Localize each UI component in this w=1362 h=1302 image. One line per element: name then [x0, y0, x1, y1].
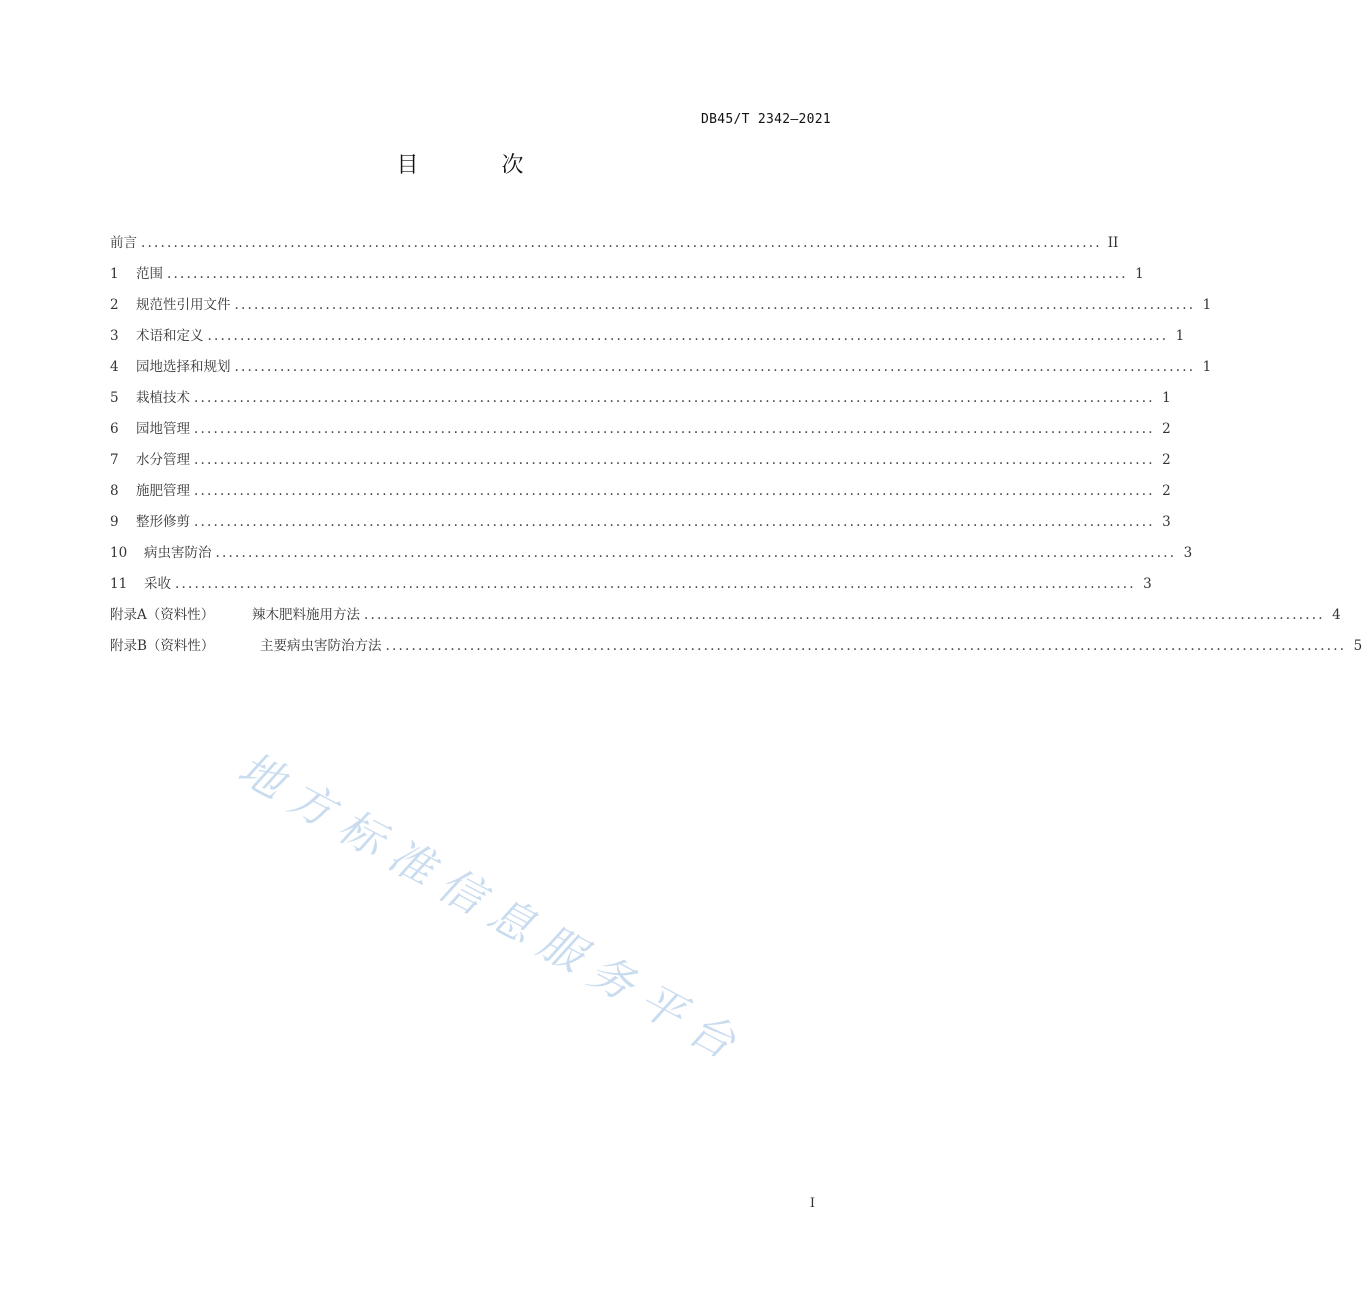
toc-leader-dots: .................................................................................................................................................... [207, 328, 1169, 344]
toc-leader-dots: .................................................................................................................................................... [194, 390, 1155, 406]
toc-leader-dots: .................................................................................................................................................... [194, 483, 1155, 499]
watermark-char: 地 [229, 742, 293, 809]
watermark-char: 准 [379, 829, 443, 896]
watermark-char: 务 [579, 945, 643, 1011]
toc-leader-dots: .................................................................................................................................................... [194, 452, 1155, 468]
toc-entry-page: 2 [1162, 452, 1171, 468]
toc-leader-dots: .................................................................................................................................................... [385, 638, 1347, 654]
toc-entry-4[interactable] [110, 355, 1212, 386]
watermark-char: 方 [279, 771, 343, 838]
toc-entry-page: 2 [1162, 421, 1171, 437]
toc-entry-7[interactable] [110, 448, 1171, 479]
toc-entry-label: 规范性引用文件 [136, 297, 231, 313]
toc-leader-dots: .................................................................................................................................................... [215, 545, 1177, 561]
watermark-char: 息 [479, 887, 543, 954]
toc-leader-dots: .................................................................................................................................................... [234, 359, 1196, 375]
toc-entry-page: 1 [1202, 359, 1212, 375]
toc-entry-8[interactable] [110, 479, 1171, 510]
toc-entry-page: II [1107, 235, 1119, 251]
toc-title: 目 次 [396, 153, 562, 178]
toc-entry-label: 园地选择和规划 [136, 359, 231, 375]
toc-entry-page: 1 [1202, 297, 1212, 313]
toc-entry-label: 范围 [136, 266, 163, 282]
toc-leader-dots: .................................................................................................................................................... [175, 576, 1136, 592]
toc-entry-page: 1 [1135, 266, 1144, 282]
toc-leader-dots: .................................................................................................................................................... [234, 297, 1196, 313]
toc-appendix-prefix: 附录A（资料性） [110, 607, 215, 623]
toc-entry-number: 8 [110, 483, 119, 499]
toc-entry-10[interactable] [110, 541, 1193, 572]
toc-entry-label: 前言 [110, 235, 137, 251]
toc-entry-label: 施肥管理 [136, 483, 190, 499]
toc-entry-page: 2 [1162, 483, 1171, 499]
toc-entry-2[interactable] [110, 293, 1212, 324]
watermark [220, 742, 780, 1088]
toc-entry-number: 11 [110, 576, 128, 592]
toc-entry-number: 9 [110, 514, 119, 530]
toc-entry-label: 主要病虫害防治方法 [260, 638, 382, 654]
toc-leader-dots: .................................................................................................................................................... [194, 514, 1155, 530]
document-code: DB45/T 2342—2021 [700, 112, 831, 127]
toc-entry-label: 术语和定义 [136, 328, 204, 344]
toc-entry-label: 园地管理 [136, 421, 190, 437]
watermark-char: 台 [679, 1002, 743, 1069]
toc-entry-label: 辣木肥料施用方法 [252, 607, 360, 623]
toc-entry-page: 3 [1143, 576, 1152, 592]
toc-leader-dots: .................................................................................................................................................... [364, 607, 1325, 623]
toc-entry-page: 3 [1183, 545, 1193, 561]
toc-entry-label: 水分管理 [136, 452, 190, 468]
watermark-char: 平 [629, 974, 693, 1040]
toc-entry-9[interactable] [110, 510, 1171, 541]
toc-entry-foreword[interactable] [110, 231, 1119, 262]
toc-entry-number: 3 [110, 328, 119, 344]
watermark-text [230, 743, 747, 1071]
toc-entry-5[interactable] [110, 386, 1171, 417]
toc-entry-number: 7 [110, 452, 119, 468]
toc-entry-appendix-b[interactable] [110, 634, 1362, 665]
toc-entry-3[interactable] [110, 324, 1185, 355]
toc-entry-1[interactable] [110, 262, 1144, 293]
toc-entry-number: 6 [110, 421, 119, 437]
toc-entry-label: 病虫害防治 [144, 545, 212, 561]
watermark-char: 服 [529, 916, 593, 982]
toc-entry-6[interactable] [110, 417, 1171, 448]
toc-entry-page: 4 [1332, 607, 1341, 623]
watermark-char: 信 [429, 858, 493, 925]
toc-entry-number: 5 [110, 390, 119, 406]
toc-entry-number: 10 [110, 545, 128, 561]
watermark-char: 标 [329, 800, 393, 867]
toc-entry-number: 4 [110, 359, 119, 375]
toc-entry-page: 3 [1162, 514, 1171, 530]
toc-leader-dots: .................................................................................................................................................... [194, 421, 1155, 437]
toc-leader-dots: .................................................................................................................................................... [167, 266, 1128, 282]
table-of-contents [110, 231, 1362, 665]
toc-entry-page: 1 [1162, 390, 1171, 406]
toc-entry-11[interactable] [110, 572, 1152, 603]
toc-appendix-prefix: 附录B（资料性） [110, 638, 215, 654]
toc-entry-label: 栽植技术 [136, 390, 190, 406]
toc-entry-page: 5 [1353, 638, 1362, 654]
page-number: I [809, 1196, 815, 1211]
toc-entry-label: 整形修剪 [136, 514, 190, 530]
toc-entry-page: 1 [1175, 328, 1185, 344]
toc-entry-appendix-a[interactable] [110, 603, 1341, 634]
toc-entry-number: 2 [110, 297, 119, 313]
toc-leader-dots: .................................................................................................................................................... [141, 235, 1102, 251]
toc-entry-number: 1 [110, 266, 119, 282]
toc-entry-label: 采收 [144, 576, 171, 592]
